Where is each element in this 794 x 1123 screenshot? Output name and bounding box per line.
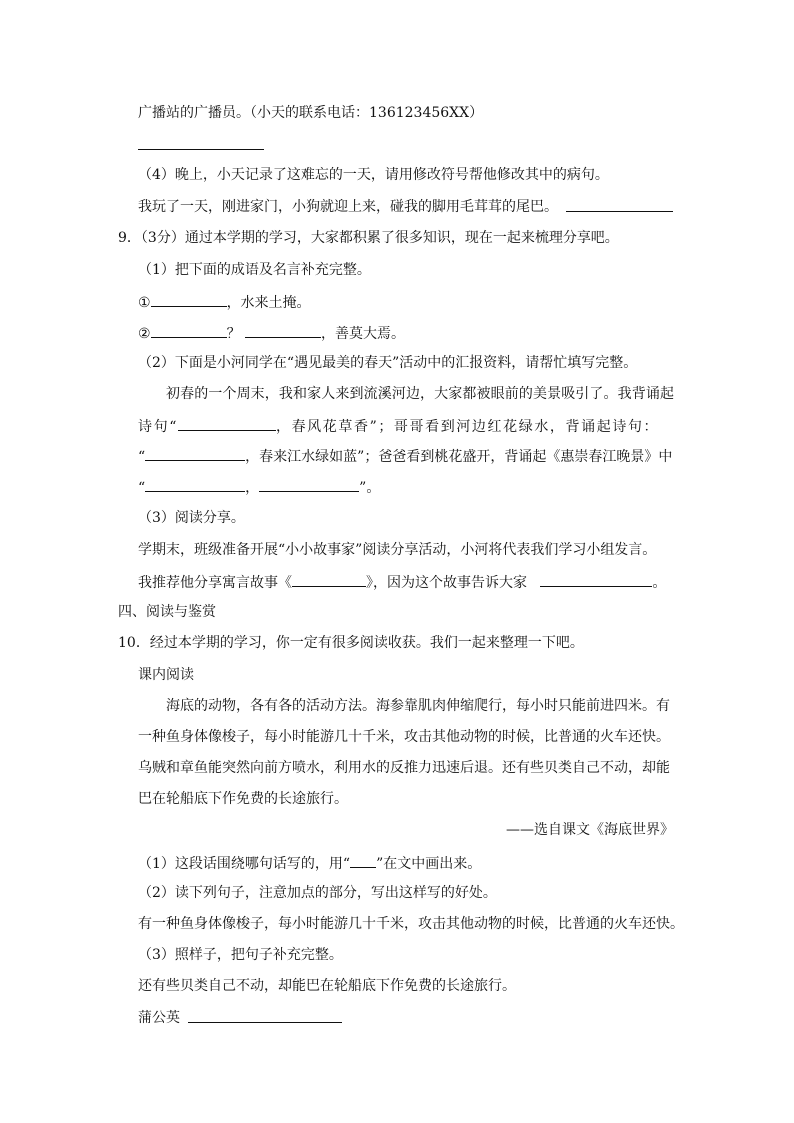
answer-blank-poem-4[interactable] [259,477,359,492]
q9-part2-para-line4: “ ， ”。 [138,477,380,497]
q10-passage-line3: 乌贼和章鱼能突然向前方喷水，利用水的反推力迅速后退。还有些贝类自己不动，却能 [138,760,670,776]
answer-blank-q8-3[interactable] [138,149,264,150]
answer-blank-poem-3[interactable] [145,477,245,492]
item-text: ，水来土掩。 [226,295,311,311]
q9-part2-para-line2: 诗句“ ，春风花草香”；哥哥看到河边红花绿水，背诵起诗句： [138,416,659,436]
answer-blank-idiom-1[interactable] [151,292,227,307]
q10-passage-line2: 一种鱼身体像梭子，每小时能游几十千米，攻击其他动物的时候，比普通的火车还快。 [138,729,670,745]
section-heading: 四、阅读与鉴赏 [118,604,216,620]
q10-subtitle: 课内阅读 [138,667,194,683]
item-number: ① [138,295,151,311]
q9-part2-para-line3: “ ，春来江水绿如蓝”；爸爸看到桃花盛开，背诵起《惠崇春江晚景》中 [138,446,672,466]
answer-blank-fable-title[interactable] [292,572,366,587]
q9-part2-label: （2）下面是小河同学在“遇见最美的春天”活动中的汇报资料，请帮忙填写完整。 [138,355,638,371]
q8-line-top: 广播站的广播员。（小天的联系电话：136123456XX） [138,105,484,121]
answer-blank-poem-1[interactable] [178,416,276,431]
q9-part3-line2: 我推荐他分享寓言故事《 》，因为这个故事告诉大家 。 [138,572,666,592]
q10-sub2: （2）读下列句子，注意加点的部分，写出这样写的好处。 [138,885,497,901]
q10-passage-line4: 巴在轮船底下作免费的长途旅行。 [138,791,348,807]
answer-blank-q8-4[interactable] [566,211,673,212]
q9-part1-item2 [138,323,405,343]
answer-blank-poem-2[interactable] [145,446,245,461]
q9-part1-item1 [138,292,311,312]
q10-source-citation: ——选自课文《海底世界》 [506,822,674,838]
item-text: ，善莫大焉。 [321,326,406,342]
answer-blank-fable-moral[interactable] [540,572,652,587]
answer-blank-quote-2[interactable] [245,323,321,338]
q10-sub2-sentence: 有一种鱼身体像梭子，每小时能游几十千米，攻击其他动物的时候，比普通的火车还快。 [138,916,684,932]
q9-part3-line1: 学期末，班级准备开展“小小故事家”阅读分享活动，小河将代表我们学习小组发言。 [138,542,657,558]
answer-blank-quote-1[interactable] [151,323,227,338]
q10-title: 10．经过本学期的学习，你一定有很多阅读收获。我们一起来整理一下吧。 [118,635,584,651]
q8-sub4-sentence: 我玩了一天，刚进家门，小狗就迎上来，碰我的脚用毛茸茸的尾巴。 [138,199,558,215]
q10-sub3-example: 还有些贝类自己不动，却能巴在轮船底下作免费的长途旅行。 [138,978,516,994]
q9-title: 9．（3分）通过本学期的学习，大家都积累了很多知识，现在一起来梳理分享吧。 [118,230,619,246]
q10-passage-line1: 海底的动物，各有各的活动方法。海参靠肌肉伸缩爬行，每小时只能前进四米。有 [166,698,670,714]
q8-sub4-label: （4）晚上，小天记录了这难忘的一天，请用修改符号帮他修改其中的病句。 [138,167,609,183]
q10-sub3: （3）照样子，把句子补充完整。 [138,947,343,963]
q10-sub3-prompt: 蒲公英 [138,1010,180,1026]
q9-part2-para-line1: 初春的一个周末，我和家人来到流溪河边，大家都被眼前的美景吸引了。我背诵起 [166,386,674,402]
q9-part1-label: （1）把下面的成语及名言补充完整。 [138,262,371,278]
item-number: ② [138,326,151,342]
answer-blank-q10-3[interactable] [188,1022,342,1023]
q9-part3-label: （3）阅读分享。 [138,510,245,526]
underline-sample [350,853,376,868]
item-text: ？ [226,326,241,342]
q10-sub1: （1）这段话围绕哪句话写的，用“ ”在文中画出来。 [138,853,481,873]
